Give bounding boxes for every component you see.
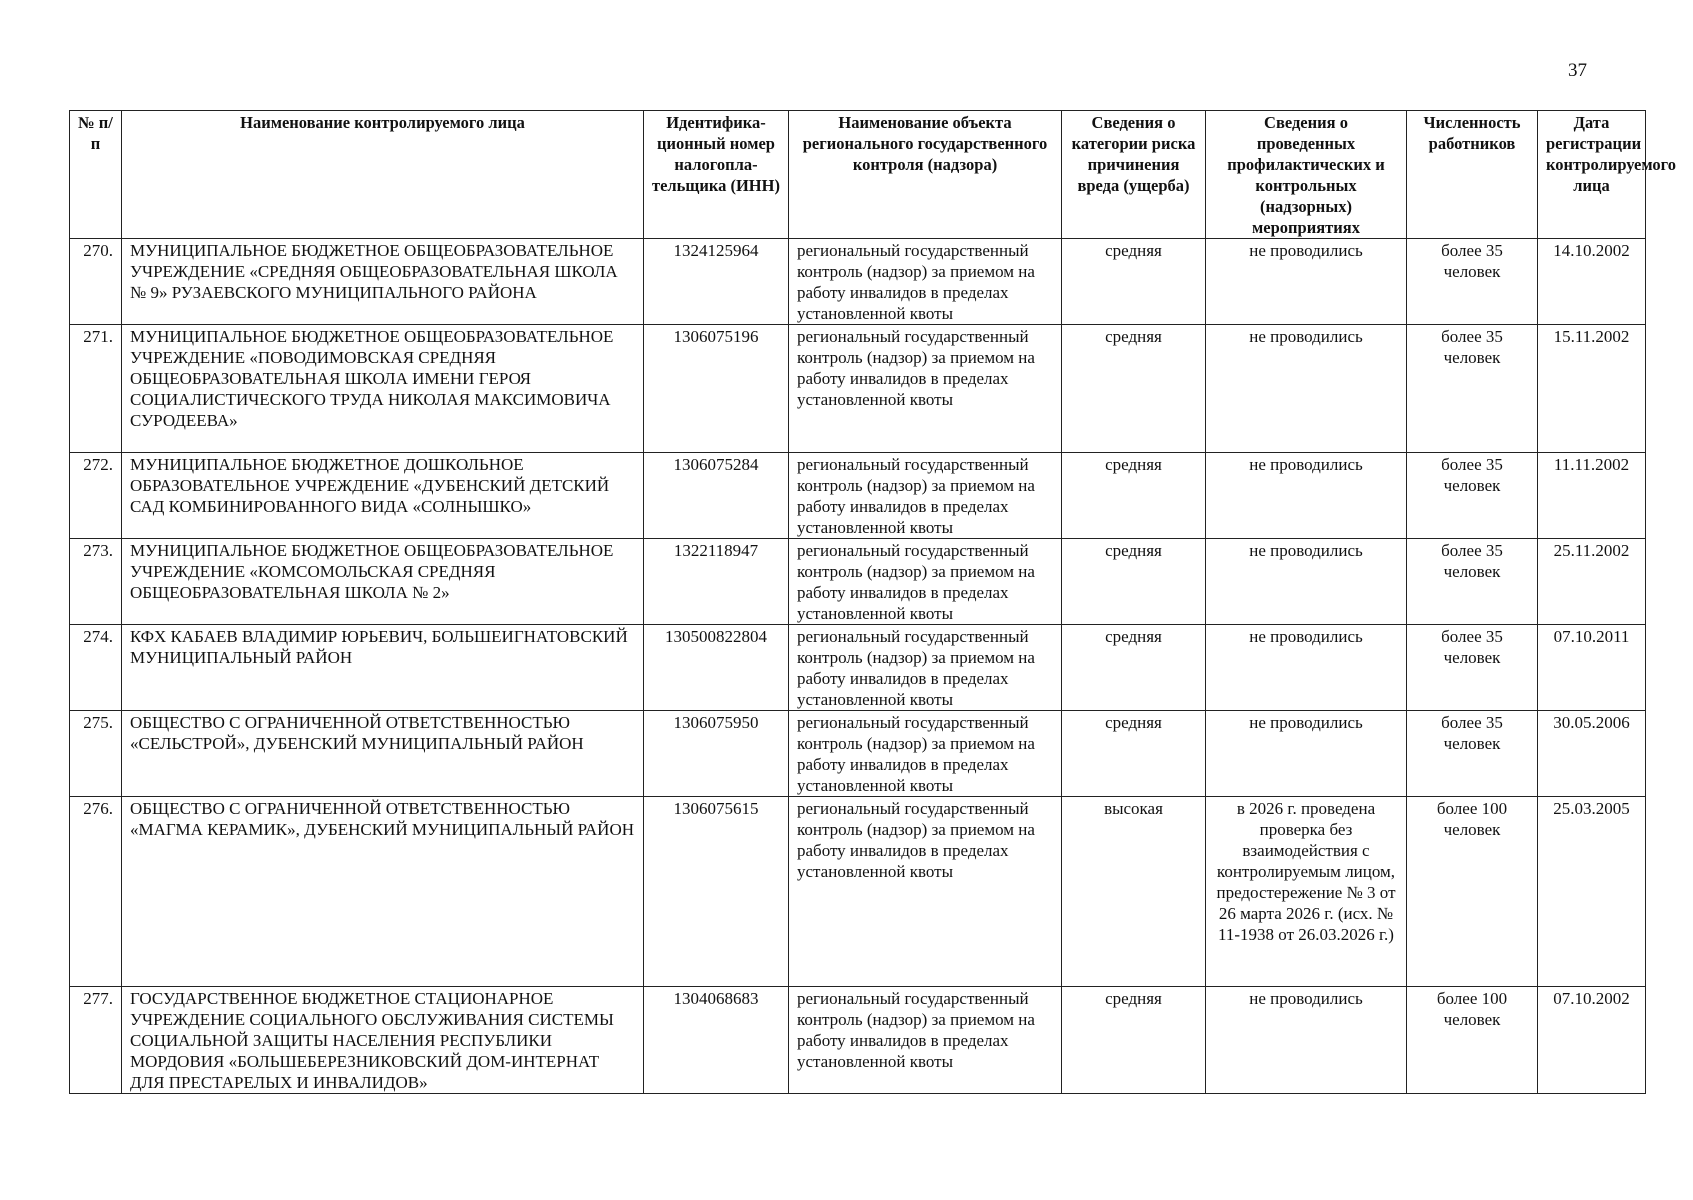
control-events: не проводились xyxy=(1206,711,1407,797)
header-date: Дата регистрации контролируемого лица xyxy=(1538,111,1646,239)
risk-category: высокая xyxy=(1062,797,1206,987)
table-row xyxy=(70,453,1646,539)
table-row xyxy=(70,797,1646,987)
control-object: региональный государственный контроль (надзор) за приемом на работу инвалидов в пределах установленной квоты xyxy=(789,453,1062,539)
staff-count: более 35 человек xyxy=(1407,539,1538,625)
risk-category: средняя xyxy=(1062,711,1206,797)
registration-date: 07.10.2002 xyxy=(1538,987,1646,1094)
control-events: не проводились xyxy=(1206,625,1407,711)
row-number: 275. xyxy=(70,711,122,797)
control-events: не проводились xyxy=(1206,453,1407,539)
control-object: региональный государственный контроль (надзор) за приемом на работу инвалидов в пределах установленной квоты xyxy=(789,625,1062,711)
entity-inn: 1324125964 xyxy=(644,239,789,325)
risk-category: средняя xyxy=(1062,239,1206,325)
staff-count: более 35 человек xyxy=(1407,625,1538,711)
row-number: 272. xyxy=(70,453,122,539)
entity-name: МУНИЦИПАЛЬНОЕ БЮДЖЕТНОЕ ОБЩЕОБРАЗОВАТЕЛЬНОЕ УЧРЕЖДЕНИЕ «СРЕДНЯЯ ОБЩЕОБРАЗОВАТЕЛЬНАЯ ШКОЛА № 9» РУЗАЕВСКОГО МУНИЦИПАЛЬНОГО РАЙОНА xyxy=(122,239,644,325)
risk-category: средняя xyxy=(1062,453,1206,539)
control-object: региональный государственный контроль (надзор) за приемом на работу инвалидов в пределах установленной квоты xyxy=(789,239,1062,325)
staff-count: более 100 человек xyxy=(1407,797,1538,987)
row-number: 271. xyxy=(70,325,122,453)
registration-date: 11.11.2002 xyxy=(1538,453,1646,539)
header-num: № п/п xyxy=(70,111,122,239)
staff-count: более 35 человек xyxy=(1407,453,1538,539)
control-events: не проводились xyxy=(1206,325,1407,453)
control-object: региональный государственный контроль (надзор) за приемом на работу инвалидов в пределах установленной квоты xyxy=(789,797,1062,987)
staff-count: более 35 человек xyxy=(1407,239,1538,325)
entity-name: КФХ КАБАЕВ ВЛАДИМИР ЮРЬЕВИЧ, БОЛЬШЕИГНАТОВСКИЙ МУНИЦИПАЛЬНЫЙ РАЙОН xyxy=(122,625,644,711)
header-row xyxy=(70,111,1646,239)
table-row xyxy=(70,325,1646,453)
entity-name: МУНИЦИПАЛЬНОЕ БЮДЖЕТНОЕ ДОШКОЛЬНОЕ ОБРАЗОВАТЕЛЬНОЕ УЧРЕЖДЕНИЕ «ДУБЕНСКИЙ ДЕТСКИЙ САД КОМБИНИРОВАННОГО ВИДА «СОЛНЫШКО» xyxy=(122,453,644,539)
registration-date: 30.05.2006 xyxy=(1538,711,1646,797)
control-object: региональный государственный контроль (надзор) за приемом на работу инвалидов в пределах установленной квоты xyxy=(789,325,1062,453)
table-row xyxy=(70,987,1646,1094)
control-events: не проводились xyxy=(1206,987,1407,1094)
risk-category: средняя xyxy=(1062,625,1206,711)
header-staff: Численность работников xyxy=(1407,111,1538,239)
header-events: Сведения о проведенных профилактических и контрольных (надзорных) мероприятиях xyxy=(1206,111,1407,239)
header-inn: Идентифика-ционный номер налогопла-тельщика (ИНН) xyxy=(644,111,789,239)
page-number: 37 xyxy=(1568,60,1587,81)
row-number: 273. xyxy=(70,539,122,625)
entity-name: МУНИЦИПАЛЬНОЕ БЮДЖЕТНОЕ ОБЩЕОБРАЗОВАТЕЛЬНОЕ УЧРЕЖДЕНИЕ «ПОВОДИМОВСКАЯ СРЕДНЯЯ ОБЩЕОБРАЗОВАТЕЛЬНАЯ ШКОЛА ИМЕНИ ГЕРОЯ СОЦИАЛИСТИЧЕСКОГО ТРУДА НИКОЛАЯ МАКСИМОВИЧА СУРОДЕЕВА» xyxy=(122,325,644,453)
entity-inn: 1322118947 xyxy=(644,539,789,625)
control-events: не проводились xyxy=(1206,539,1407,625)
header-object: Наименование объекта регионального государственного контроля (надзора) xyxy=(789,111,1062,239)
staff-count: более 35 человек xyxy=(1407,711,1538,797)
entity-name: МУНИЦИПАЛЬНОЕ БЮДЖЕТНОЕ ОБЩЕОБРАЗОВАТЕЛЬНОЕ УЧРЕЖДЕНИЕ «КОМСОМОЛЬСКАЯ СРЕДНЯЯ ОБЩЕОБРАЗОВАТЕЛЬНАЯ ШКОЛА № 2» xyxy=(122,539,644,625)
table-row xyxy=(70,239,1646,325)
registration-date: 14.10.2002 xyxy=(1538,239,1646,325)
staff-count: более 100 человек xyxy=(1407,987,1538,1094)
entity-inn: 130500822804 xyxy=(644,625,789,711)
control-object: региональный государственный контроль (надзор) за приемом на работу инвалидов в пределах установленной квоты xyxy=(789,711,1062,797)
control-events: не проводились xyxy=(1206,239,1407,325)
entity-name: ОБЩЕСТВО С ОГРАНИЧЕННОЙ ОТВЕТСТВЕННОСТЬЮ «СЕЛЬСТРОЙ», ДУБЕНСКИЙ МУНИЦИПАЛЬНЫЙ РАЙОН xyxy=(122,711,644,797)
row-number: 276. xyxy=(70,797,122,987)
registration-date: 25.11.2002 xyxy=(1538,539,1646,625)
entity-inn: 1306075284 xyxy=(644,453,789,539)
entity-inn: 1306075615 xyxy=(644,797,789,987)
registration-date: 07.10.2011 xyxy=(1538,625,1646,711)
header-name: Наименование контролируемого лица xyxy=(122,111,644,239)
staff-count: более 35 человек xyxy=(1407,325,1538,453)
control-object: региональный государственный контроль (надзор) за приемом на работу инвалидов в пределах установленной квоты xyxy=(789,987,1062,1094)
registration-date: 15.11.2002 xyxy=(1538,325,1646,453)
table-row xyxy=(70,539,1646,625)
risk-category: средняя xyxy=(1062,987,1206,1094)
table-row xyxy=(70,625,1646,711)
table-row xyxy=(70,711,1646,797)
entity-name: ГОСУДАРСТВЕННОЕ БЮДЖЕТНОЕ СТАЦИОНАРНОЕ УЧРЕЖДЕНИЕ СОЦИАЛЬНОГО ОБСЛУЖИВАНИЯ СИСТЕМЫ СОЦИАЛЬНОЙ ЗАЩИТЫ НАСЕЛЕНИЯ РЕСПУБЛИКИ МОРДОВИЯ «БОЛЬШЕБЕРЕЗНИКОВСКИЙ ДОМ-ИНТЕРНАТ ДЛЯ ПРЕСТАРЕЛЫХ И ИНВАЛИДОВ» xyxy=(122,987,644,1094)
row-number: 270. xyxy=(70,239,122,325)
row-number: 274. xyxy=(70,625,122,711)
risk-category: средняя xyxy=(1062,539,1206,625)
control-events: в 2026 г. проведена проверка без взаимодействия с контролируемым лицом, предостережение № 3 от 26 марта 2026 г. (исх. № 11-1938 от 26.03.2026 г.) xyxy=(1206,797,1407,987)
registration-date: 25.03.2005 xyxy=(1538,797,1646,987)
header-risk: Сведения о категории риска причинения вреда (ущерба) xyxy=(1062,111,1206,239)
entity-inn: 1304068683 xyxy=(644,987,789,1094)
entity-inn: 1306075950 xyxy=(644,711,789,797)
control-object: региональный государственный контроль (надзор) за приемом на работу инвалидов в пределах установленной квоты xyxy=(789,539,1062,625)
entity-name: ОБЩЕСТВО С ОГРАНИЧЕННОЙ ОТВЕТСТВЕННОСТЬЮ «МАГМА КЕРАМИК», ДУБЕНСКИЙ МУНИЦИПАЛЬНЫЙ РАЙОН xyxy=(122,797,644,987)
entity-inn: 1306075196 xyxy=(644,325,789,453)
risk-category: средняя xyxy=(1062,325,1206,453)
registry-table xyxy=(69,110,1676,1094)
row-number: 277. xyxy=(70,987,122,1094)
